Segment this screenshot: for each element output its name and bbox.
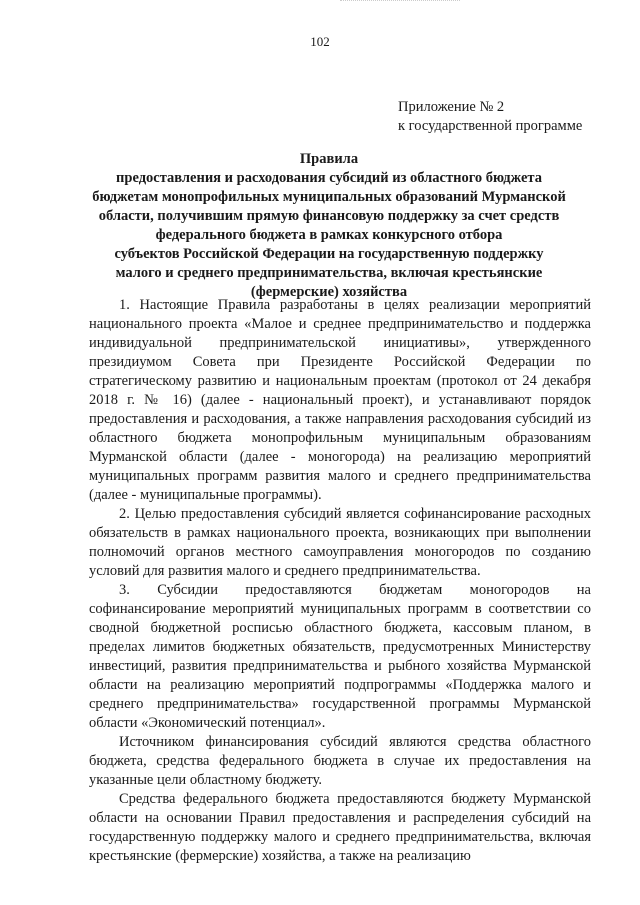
appendix-reference [398, 98, 582, 136]
title-line: малого и среднего предпринимательства, включая крестьянские [115, 265, 543, 281]
paragraph-5: Средства федерального бюджета предоставляются бюджету Мурманской области на основании Правил предоставления и распределения субсидий на государственную поддержку малого и среднего предпринимательства, включая крестьянские (фермерские) хозяйства, а также на реализацию [89, 791, 591, 864]
title-line: предоставления и расходования субсидий из областного бюджета [116, 170, 542, 186]
paragraph-4: Источником финансирования субсидий являются средства областного бюджета, средства федерального бюджета в случае их предоставления на указанные цели областному бюджету. [89, 734, 591, 788]
paragraph-3: 3. Субсидии предоставляются бюджетам моногородов на софинансирование мероприятий муниципальных программ в соответствии со сводной бюджетной росписью областного бюджета, кассовым планом, в пределах лимитов бюджетных обязательств, предусмотренных Министерству инвестиций, развития предпринимательства и рыбного хозяйства Мурманской области на реализацию мероприятий подпрограммы «Поддержка малого и среднего предпринимательства» государственной программы Мурманской области «Экономический потенциал». [89, 582, 591, 731]
title-heading: Правила [299, 151, 359, 167]
title-line: (фермерские) хозяйства [250, 284, 408, 300]
page-number: 102 [310, 34, 330, 49]
paragraph-1: 1. Настоящие Правила разработаны в целях реализации мероприятий национального проекта «Малое и среднее предпринимательство и поддержка индивидуальной предпринимательской инициативы», утвержденного президиумом Совета при Президенте Российской Федерации по стратегическому развитию и национальным проектам (протокол от 24 декабря 2018 г. № 16) (далее - национальный проект), и устанавливают порядок предоставления и расходования, а также направления расходования субсидий из областного бюджета монопрофильным муниципальным образованиям Мурманской области (далее - моногорода) на реализацию мероприятий муниципальных программ развития малого и среднего предпринимательства (далее - муниципальные программы). [89, 297, 591, 503]
paragraph-2: 2. Целью предоставления субсидий является софинансирование расходных обязательств в рамках национального проекта, возникающих при выполнении полномочий органов местного самоуправления моногородов по созданию условий для развития малого и среднего предпринимательства. [89, 506, 591, 579]
document-body [89, 296, 591, 866]
title-line: федерального бюджета в рамках конкурсного отбора [155, 227, 503, 243]
document-title [82, 150, 576, 302]
title-line: субъектов Российской Федерации на государственную поддержку [114, 246, 544, 262]
appendix-line-2: к государственной программе [398, 118, 583, 134]
appendix-line-1: Приложение № 2 [398, 99, 505, 115]
scan-artifact [340, 0, 460, 3]
title-line: области, получившим прямую финансовую поддержку за счет средств [98, 208, 560, 224]
title-line: бюджетам монопрофильных муниципальных образований Мурманской [92, 189, 566, 205]
